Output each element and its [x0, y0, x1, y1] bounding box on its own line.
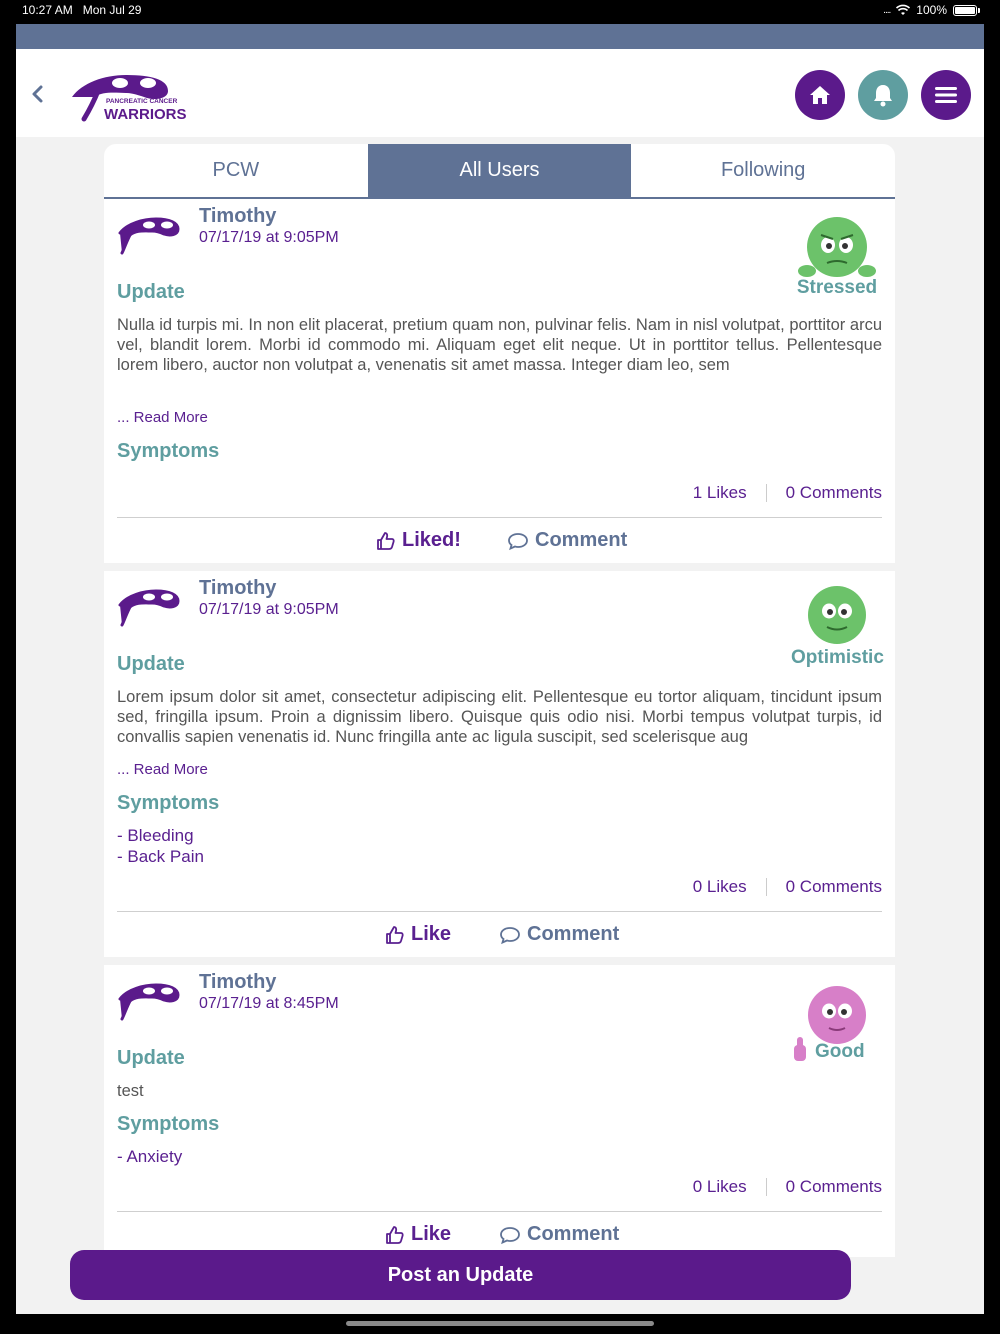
menu-button[interactable]: [921, 70, 971, 120]
read-more-link[interactable]: ... Read More: [117, 409, 208, 426]
engagement-counts: [693, 1177, 882, 1197]
status-bar: [0, 0, 1000, 22]
status-right: [883, 3, 980, 17]
divider: [117, 1211, 882, 1212]
symptoms-title: Symptoms: [117, 1113, 220, 1135]
read-more-link[interactable]: ... Read More: [117, 761, 208, 778]
hamburger-icon: [935, 86, 957, 104]
header: [16, 49, 984, 137]
mask-avatar-icon: [116, 589, 180, 627]
comment-button[interactable]: Comment: [507, 529, 627, 552]
mood-indicator: Good: [791, 979, 883, 1069]
symptoms-title: Symptoms: [117, 792, 220, 814]
symptom-item: - Anxiety: [117, 1147, 183, 1166]
symptom-item: - Bleeding: [117, 826, 194, 845]
post-author[interactable]: Timothy: [199, 205, 277, 227]
top-strip: [16, 24, 984, 49]
home-indicator[interactable]: [346, 1321, 654, 1326]
like-button[interactable]: Like: [385, 1223, 451, 1246]
post-text: Lorem ipsum dolor sit amet, consectetur adipiscing elit. Pellentesque eu tortor aliquam, tincidunt ipsum sed, fringilla ipsum. Proin a dignissim libero. Quisque quis odio nisi. Morbi tempus volutpat turpis, id convallis sapien venenatis id. Nunc fringilla ante ac ligula suscipit, sed scelerisque aug: [117, 688, 882, 746]
post-date: 07/17/19 at 8:45PM: [199, 995, 339, 1012]
thumbs-up-icon: [376, 531, 396, 551]
post-date: 07/17/19 at 9:05PM: [199, 229, 339, 246]
tab-all-users[interactable]: All Users: [368, 144, 632, 197]
mask-avatar-icon: [116, 217, 180, 255]
mood-indicator: Optimistic: [791, 585, 883, 675]
home-icon: [808, 84, 832, 106]
bell-icon: [872, 83, 894, 107]
engagement-counts: [693, 483, 882, 503]
thumbs-up-icon: [385, 1225, 405, 1245]
app-window: [16, 24, 984, 1314]
post-date: 07/17/19 at 9:05PM: [199, 601, 339, 618]
comments-count[interactable]: 0 Comments: [785, 483, 882, 502]
divider: [117, 517, 882, 518]
divider: [117, 911, 882, 912]
symptom-item: - Back Pain: [117, 847, 204, 866]
mask-avatar-icon: [116, 983, 180, 1021]
mood-indicator: Stressed: [791, 213, 883, 303]
likes-count[interactable]: 0 Likes: [692, 877, 747, 896]
comment-button[interactable]: Comment: [499, 923, 619, 946]
likes-count[interactable]: 0 Likes: [692, 1177, 747, 1196]
home-button[interactable]: [795, 70, 845, 120]
status-time: 10:27 AM Mon Jul 29: [22, 3, 142, 17]
chevron-left-icon: [26, 79, 50, 109]
update-title: Update: [117, 653, 185, 675]
symptoms-title: Symptoms: [117, 440, 220, 462]
comment-button[interactable]: Comment: [499, 1223, 619, 1246]
feed-tabs: [104, 144, 895, 199]
speech-bubble-icon: [499, 925, 521, 945]
signal-dots-icon: ....: [883, 4, 891, 16]
speech-bubble-icon: [499, 1225, 521, 1245]
pancreatic-cancer-warriors-logo: [68, 69, 187, 123]
post-text: Nulla id turpis mi. In non elit placerat, pretium quam non, pulvinar felis. Nam in nisl volutpat, porttitor arcu vel, blandit lorem. Morbi id commodo mi. Aliquam eget elit neque. Ut in porttitor tellus. Pellentesque lorem libero, auctor non volutpat a, venenatis sit amet massa. Integer diam leo, sem: [117, 316, 882, 374]
svg-text:WARRIORS: WARRIORS: [104, 106, 187, 123]
engagement-counts: [693, 877, 882, 897]
back-button[interactable]: [26, 79, 50, 109]
update-title: Update: [117, 281, 185, 303]
notifications-button[interactable]: [858, 70, 908, 120]
post-update-button[interactable]: Post an Update: [70, 1250, 851, 1300]
post-author[interactable]: Timothy: [199, 577, 277, 599]
comments-count[interactable]: 0 Comments: [785, 877, 882, 896]
like-button[interactable]: Like: [385, 923, 451, 946]
like-button[interactable]: Liked!: [376, 529, 461, 552]
optimistic-face-icon: [805, 585, 869, 647]
good-face-icon: [805, 985, 869, 1047]
post-card: [104, 965, 895, 1257]
likes-count[interactable]: 1 Likes: [692, 483, 747, 502]
post-feed: [104, 199, 895, 1265]
tab-pcw[interactable]: PCW: [212, 159, 260, 181]
comments-count[interactable]: 0 Comments: [785, 1177, 882, 1196]
wifi-icon: [896, 5, 910, 16]
thumbs-up-hand-icon: [791, 1035, 809, 1063]
svg-text:PANCREATIC CANCER: PANCREATIC CANCER: [106, 98, 178, 105]
post-card: [104, 199, 895, 563]
battery-icon: [953, 5, 977, 16]
speech-bubble-icon: [507, 531, 529, 551]
thumbs-up-icon: [385, 925, 405, 945]
post-author[interactable]: Timothy: [199, 971, 277, 993]
tab-following[interactable]: Following: [720, 159, 806, 181]
post-text: test: [117, 1082, 144, 1100]
update-title: Update: [117, 1047, 185, 1069]
post-card: [104, 571, 895, 957]
battery-percent: 100%: [916, 3, 947, 17]
